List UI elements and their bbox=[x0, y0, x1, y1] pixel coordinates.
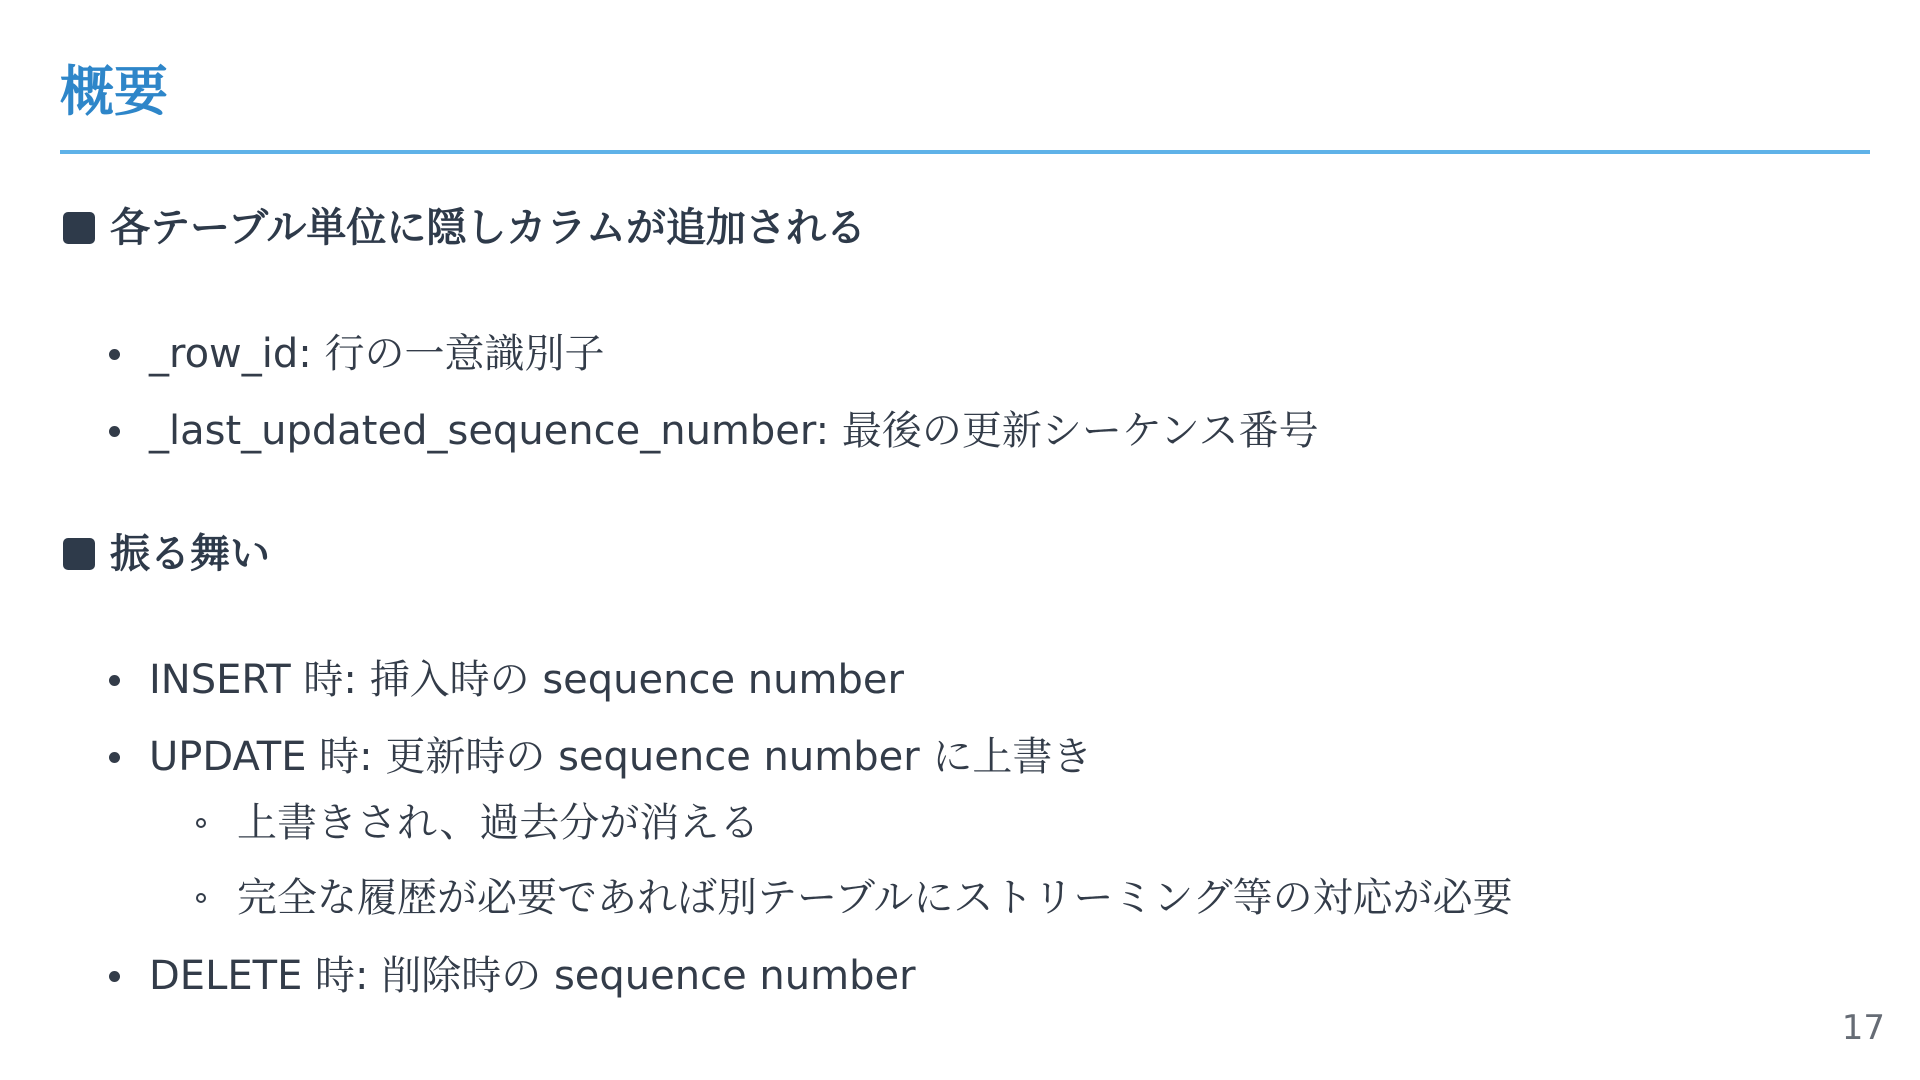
disc-icon bbox=[109, 349, 120, 360]
disc-icon bbox=[109, 675, 120, 686]
list-item-update bbox=[109, 729, 1092, 785]
sub-list-item-text: 上書きされ、過去分が消える bbox=[237, 800, 760, 846]
square-icon bbox=[63, 212, 95, 244]
disc-icon bbox=[109, 752, 120, 763]
sub-list-item-full-history bbox=[196, 870, 1513, 926]
list-item-delete bbox=[109, 948, 916, 1004]
circle-icon bbox=[196, 893, 206, 903]
circle-icon bbox=[196, 818, 206, 828]
list-item-last-updated-sequence-number bbox=[109, 403, 1319, 459]
list-item-text: INSERT 時: 挿入時の sequence number bbox=[149, 657, 904, 703]
sub-list-item-text: 完全な履歴が必要であれば別テーブルにストリーミング等の対応が必要 bbox=[237, 875, 1513, 921]
section-heading-behavior bbox=[63, 526, 270, 582]
disc-icon bbox=[109, 971, 120, 982]
list-item-text: UPDATE 時: 更新時の sequence number に上書き bbox=[149, 734, 1093, 780]
section-heading-text: 各テーブル単位に隠しカラムが追加される bbox=[110, 205, 866, 251]
list-item-text: _last_updated_sequence_number: 最後の更新シーケンス番号 bbox=[149, 408, 1319, 454]
title-underline bbox=[60, 150, 1870, 154]
disc-icon bbox=[109, 426, 120, 437]
slide-title: 概要 bbox=[60, 60, 168, 123]
sub-list-item-overwritten bbox=[196, 795, 759, 851]
square-icon bbox=[63, 538, 95, 570]
list-item-text: DELETE 時: 削除時の sequence number bbox=[149, 953, 916, 999]
page-number: 17 bbox=[1841, 1008, 1885, 1048]
section-heading-hidden-columns bbox=[63, 200, 866, 256]
section-heading-text: 振る舞い bbox=[110, 531, 270, 577]
list-item-text: _row_id: 行の一意識別子 bbox=[149, 331, 605, 377]
list-item-row-id bbox=[109, 326, 604, 382]
list-item-insert bbox=[109, 652, 904, 708]
